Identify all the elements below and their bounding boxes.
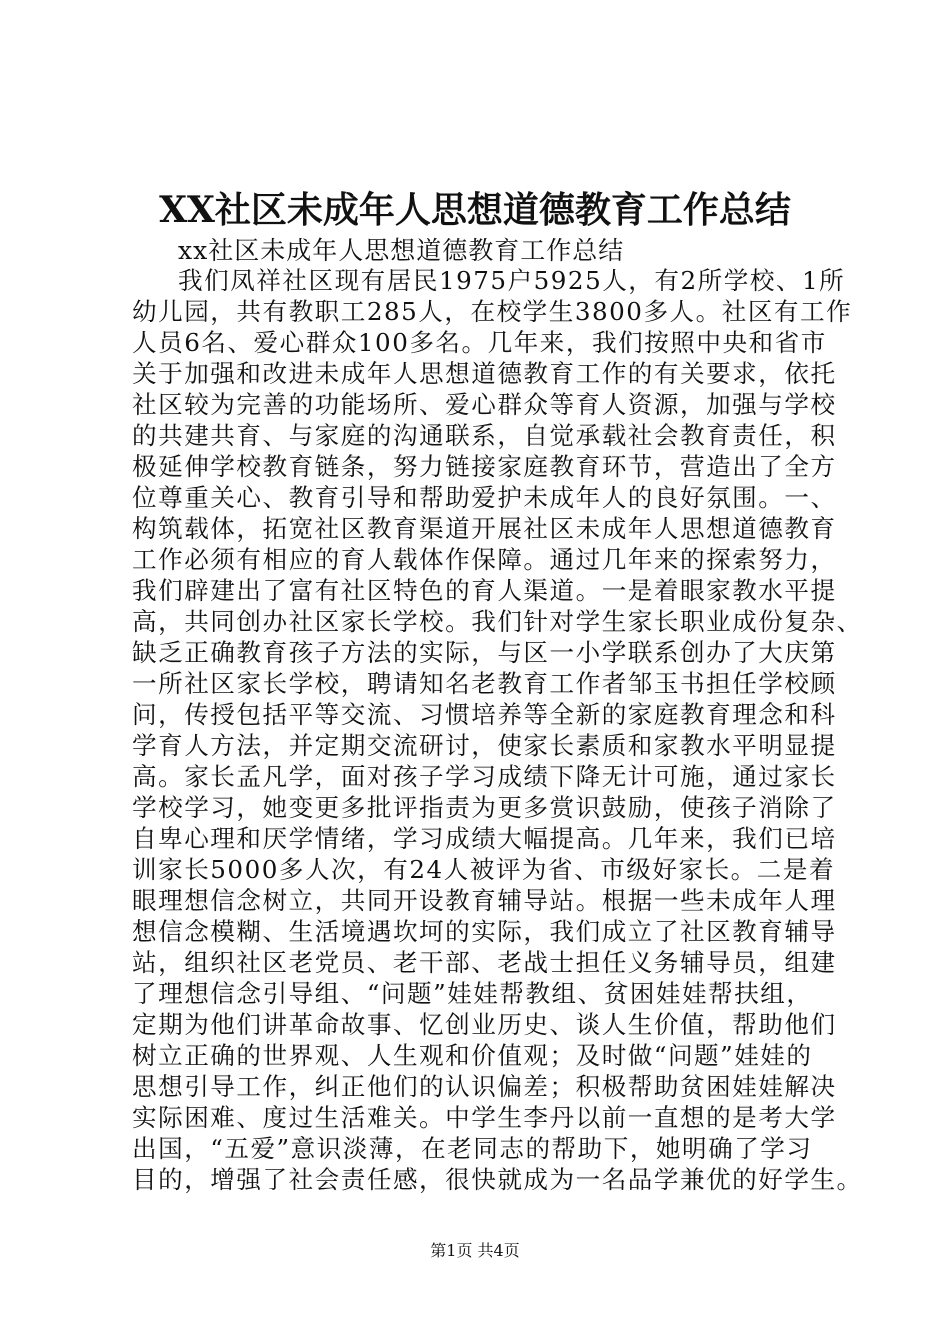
body-line: 站，组织社区老党员、老干部、老战士担任义务辅导员，组建	[132, 948, 837, 977]
body-line: 目的，增强了社会责任感，很快就成为一名品学兼优的好学生。	[132, 1165, 863, 1194]
body-paragraph	[132, 265, 863, 1195]
body-line: 了理想信念引导组、“问题”娃娃帮教组、贫困娃娃帮扶组，	[132, 979, 813, 1008]
body-line: 我们凤祥社区现有居民1975户5925人，有2所学校、1所	[178, 266, 846, 295]
body-line: 出国，“五爱”意识淡薄，在老同志的帮助下，她明确了学习	[132, 1134, 813, 1163]
body-line: 高。家长孟凡学，面对孩子学习成绩下降无计可施，通过家长	[132, 762, 837, 791]
body-line: 人员6名、爱心群众100多名。几年来，我们按照中央和省市	[132, 328, 827, 357]
body-line: 学育人方法，并定期交流研讨，使家长素质和家教水平明显提	[132, 731, 837, 760]
body-line: 想信念模糊、生活境遇坎坷的实际，我们成立了社区教育辅导	[132, 917, 837, 946]
body-line: 我们辟建出了富有社区特色的育人渠道。一是着眼家教水平提	[132, 576, 837, 605]
body-line: 的共建共育、与家庭的沟通联系，自觉承载社会教育责任，积	[132, 421, 837, 450]
body-line: 位尊重关心、教育引导和帮助爱护未成年人的良好氛围。一、	[132, 483, 837, 512]
body-line: 实际困难、度过生活难关。中学生李丹以前一直想的是考大学	[132, 1103, 837, 1132]
body-line: 社区较为完善的功能场所、爱心群众等育人资源，加强与学校	[132, 390, 837, 419]
body-line: 定期为他们讲革命故事、忆创业历史、谈人生价值，帮助他们	[132, 1010, 837, 1039]
body-line: 思想引导工作，纠正他们的认识偏差；积极帮助贫困娃娃解决	[132, 1072, 837, 1101]
page-number-footer: 第1页 共4页	[430, 1241, 520, 1260]
body-line: 构筑载体，拓宽社区教育渠道开展社区未成年人思想道德教育	[132, 514, 837, 543]
body-line: 树立正确的世界观、人生观和价值观；及时做“问题”娃娃的	[132, 1041, 813, 1070]
body-line: 问，传授包括平等交流、习惯培养等全新的家庭教育理念和科	[132, 700, 837, 729]
body-line: 幼儿园，共有教职工285人，在校学生3800多人。社区有工作	[132, 297, 853, 326]
document-subtitle: xx社区未成年人思想道德教育工作总结	[178, 236, 625, 265]
body-line: 关于加强和改进未成年人思想道德教育工作的有关要求，依托	[132, 359, 837, 388]
body-line: 一所社区家长学校，聘请知名老教育工作者邹玉书担任学校顾	[132, 669, 837, 698]
body-line: 训家长5000多人次，有24人被评为省、市级好家长。二是着	[132, 855, 836, 884]
body-line: 眼理想信念树立，共同开设教育辅导站。根据一些未成年人理	[132, 886, 837, 915]
body-line: 缺乏正确教育孩子方法的实际，与区一小学联系创办了大庆第	[132, 638, 837, 667]
body-line: 学校学习，她变更多批评指责为更多赏识鼓励，使孩子消除了	[132, 793, 837, 822]
body-line: 高，共同创办社区家长学校。我们针对学生家长职业成份复杂、	[132, 607, 863, 636]
body-line: 自卑心理和厌学情绪，学习成绩大幅提高。几年来，我们已培	[132, 824, 837, 853]
body-line: 极延伸学校教育链条，努力链接家庭教育环节，营造出了全方	[132, 452, 837, 481]
document-title: XX社区未成年人思想道德教育工作总结	[159, 189, 791, 231]
body-line: 工作必须有相应的育人载体作保障。通过几年来的探索努力，	[132, 545, 837, 574]
